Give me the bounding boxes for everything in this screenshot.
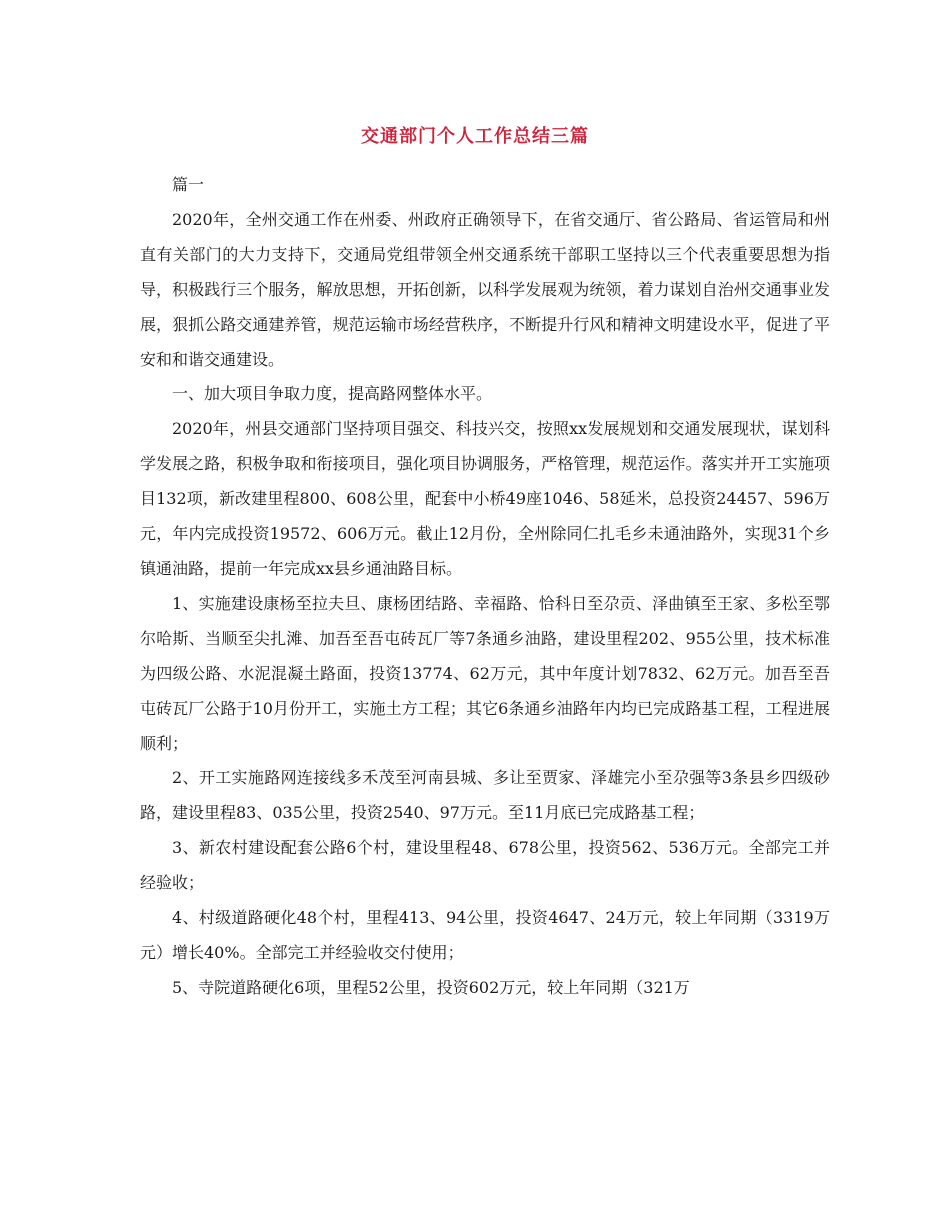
paragraph-heading-1: 一、加大项目争取力度，提高路网整体水平。 [172, 384, 493, 404]
paragraph-item-3: 3、新农村建设配套公路6个村，建设里程48、678公里，投资562、536万元。全部完工并经验收； [140, 838, 830, 893]
paragraph-section-label: 篇一 [172, 175, 205, 194]
paragraph-projects-overview: 2020年，州县交通部门坚持项目强交、科技兴交，按照xx发展规划和交通发展现状，谋划科学发展之路，积极争取和衔接项目，强化项目协调服务，严格管理，规范运作。落实并开工实施项目132项，新改建里程800、608公里，配套中小桥49座1046、58延米，总投资24457、596万元，年内完成投资19572、606万元。截止12月份，全州除同仁扎毛乡未通油路外，实现31个乡镇通油路，提前一年完成xx县乡通油路目标。 [140, 419, 830, 578]
document-title: 交通部门个人工作总结三篇 [361, 126, 589, 147]
paragraph-item-5: 5、寺院道路硬化6项，里程52公里，投资602万元，较上年同期（321万 [172, 977, 690, 997]
paragraph-item-1: 1、实施建设康杨至拉夫旦、康杨团结路、幸福路、恰科日至尕贡、泽曲镇至王家、多松至鄂尔哈斯、当顺至尖扎滩、加吾至吾屯砖瓦厂等7条通乡油路，建设里程202、955公里，技术标准为四级公路、水泥混凝土路面，投资13774、62万元，其中年度计划7832、62万元。加吾至吾屯砖瓦厂公路于10月份开工，实施土方工程；其它6条通乡油路年内均已完成路基工程，工程进展顺利； [140, 593, 830, 753]
document-body [140, 168, 830, 1006]
paragraph-item-2: 2、开工实施路网连接线多禾茂至河南县城、多让至贾家、泽雄完小至尕强等3条县乡四级砂路，建设里程83、035公里，投资2540、97万元。至11月底已完成路基工程； [140, 768, 830, 823]
paragraph-item-4: 4、村级道路硬化48个村，里程413、94公里，投资4647、24万元，较上年同期（3319万元）增长40%。全部完工并经验收交付使用； [140, 908, 830, 962]
paragraph-intro: 2020年，全州交通工作在州委、州政府正确领导下，在省交通厅、省公路局、省运管局和州直有关部门的大力支持下，交通局党组带领全州交通系统干部职工坚持以三个代表重要思想为指导，积极践行三个服务，解放思想，开拓创新，以科学发展观为统领，着力谋划自治州交通事业发展，狠抓公路交通建养管，规范运输市场经营秩序，不断提升行风和精神文明建设水平，促进了平安和和谐交通建设。 [140, 209, 830, 369]
